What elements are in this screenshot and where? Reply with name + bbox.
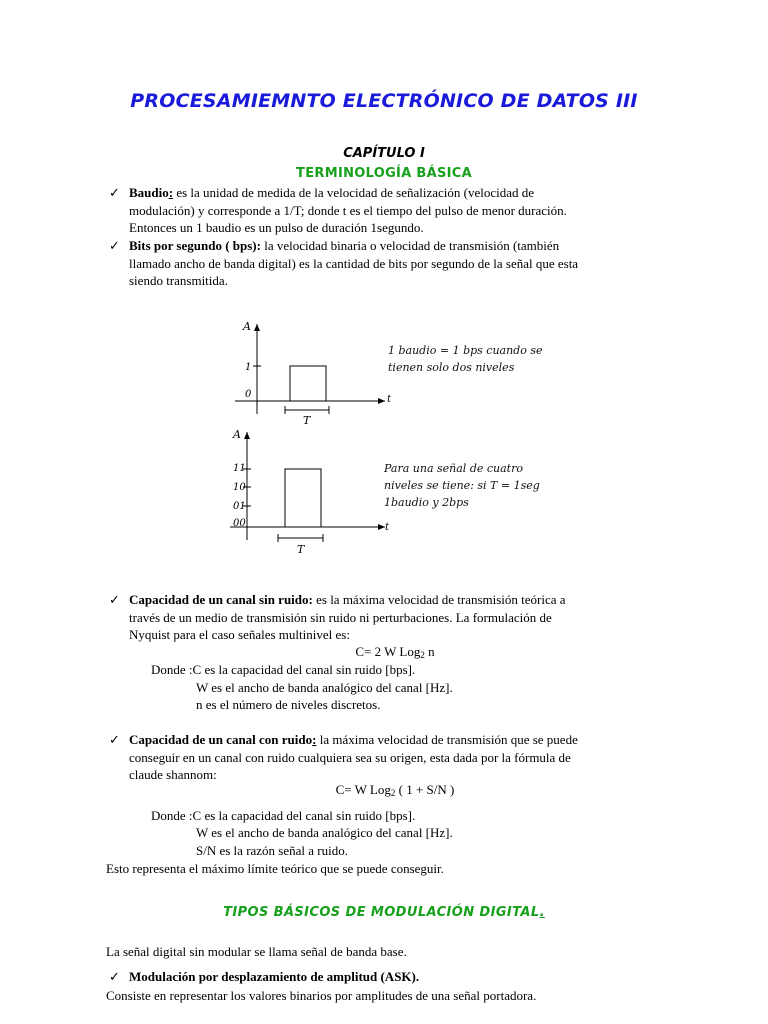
noiseless-where-w: W es el ancho de banda analógico del canal [Hz]. bbox=[196, 680, 453, 695]
conclusion-text: Esto representa el máximo límite teórico que se puede conseguir. bbox=[106, 861, 444, 876]
document-title: PROCESAMIEMNTO ELECTRÓNICO DE DATOS III bbox=[130, 90, 638, 112]
baudio-definition: Baudio: es la unidad de medida de la velocidad de señalización (velocidad de modulación) y corresponde a 1/T; donde t es el tiempo del pulso de menor duración. Entonces un 1 baudio es un pulso de duración 1segundo. bbox=[129, 185, 567, 235]
diagram2-note: Para una señal de cuatro niveles se tiene: si T = 1seg 1baudio y 2bps bbox=[384, 462, 540, 509]
check-icon: ✓ bbox=[109, 185, 120, 200]
baseband-intro: La señal digital sin modular se llama señal de banda base. bbox=[106, 944, 407, 959]
ask-description: Consiste en representar los valores binarios por amplitudes de una señal portadora. bbox=[106, 988, 537, 1003]
noisy-where-sn: S/N es la razón señal a ruido. bbox=[196, 843, 348, 858]
level-label: 11 bbox=[233, 463, 246, 474]
noiseless-capacity-definition: Capacidad de un canal sin ruido: es la máxima velocidad de transmisión teórica a través de un medio de transmisión sin ruido ni perturbaciones. La formulación de Nyquist para el caso señales multinivel es: bbox=[129, 592, 566, 642]
y-axis-label: A bbox=[233, 428, 241, 441]
noisy-where-w: W es el ancho de banda analógico del canal [Hz]. bbox=[196, 825, 453, 840]
ask-term: Modulación por desplazamiento de amplitud (ASK). bbox=[129, 969, 420, 984]
noisy-capacity-definition: Capacidad de un canal con ruido: la máxima velocidad de transmisión que se puede conseguir en un canal con ruido cualquiera sea su origen, esta dada por la fórmula de claude shannom: bbox=[129, 732, 578, 782]
shannon-formula: C= W Log$_2$ ( 1 + S/N ) bbox=[335, 782, 455, 798]
noisy-where-c: Donde :C es la capacidad del canal sin ruido [bps]. bbox=[151, 808, 416, 823]
baudio-term: Baudio bbox=[129, 185, 169, 200]
check-icon: ✓ bbox=[109, 238, 120, 253]
bps-definition: Bits por segundo ( bps): la velocidad binaria o velocidad de transmisión (también llamado ancho de banda digital) es la cantidad de bits por segundo de la señal que esta siendo transmitida. bbox=[129, 238, 579, 288]
nyquist-formula: C= 2 W Log$_2$ n bbox=[355, 644, 435, 660]
pulse bbox=[285, 469, 321, 527]
section-heading-modulation: TIPOS BÁSICOS DE MODULACIÓN DIGITAL. bbox=[223, 905, 545, 920]
x-axis-label: t bbox=[385, 522, 390, 533]
level-label: 1 bbox=[245, 362, 252, 373]
level-label: 01 bbox=[233, 501, 246, 512]
check-icon: ✓ bbox=[109, 732, 120, 747]
section-heading-terminology: TERMINOLOGÍA BÁSICA bbox=[296, 166, 472, 181]
period-label: T bbox=[303, 414, 311, 427]
y-axis-label: A bbox=[243, 320, 251, 333]
chapter-heading: CAPÍTULO I bbox=[343, 146, 425, 161]
pulse bbox=[290, 366, 326, 401]
x-axis-label: t bbox=[387, 394, 392, 405]
diagram1-note: 1 baudio = 1 bps cuando se tienen solo dos niveles bbox=[388, 344, 543, 374]
level-label: 00 bbox=[233, 518, 246, 529]
noisy-capacity-term: Capacidad de un canal con ruido bbox=[129, 732, 313, 747]
period-label: T bbox=[297, 543, 305, 556]
noiseless-capacity-term: Capacidad de un canal sin ruido: bbox=[129, 592, 313, 607]
bps-term: Bits por segundo ( bps): bbox=[129, 238, 261, 253]
level-label: 10 bbox=[233, 482, 246, 493]
check-icon: ✓ bbox=[109, 969, 120, 984]
noiseless-where-n: n es el número de niveles discretos. bbox=[196, 697, 381, 712]
noiseless-where-c: Donde :C es la capacidad del canal sin ruido [bps]. bbox=[151, 662, 416, 677]
level-label: 0 bbox=[245, 389, 252, 400]
check-icon: ✓ bbox=[109, 592, 120, 607]
